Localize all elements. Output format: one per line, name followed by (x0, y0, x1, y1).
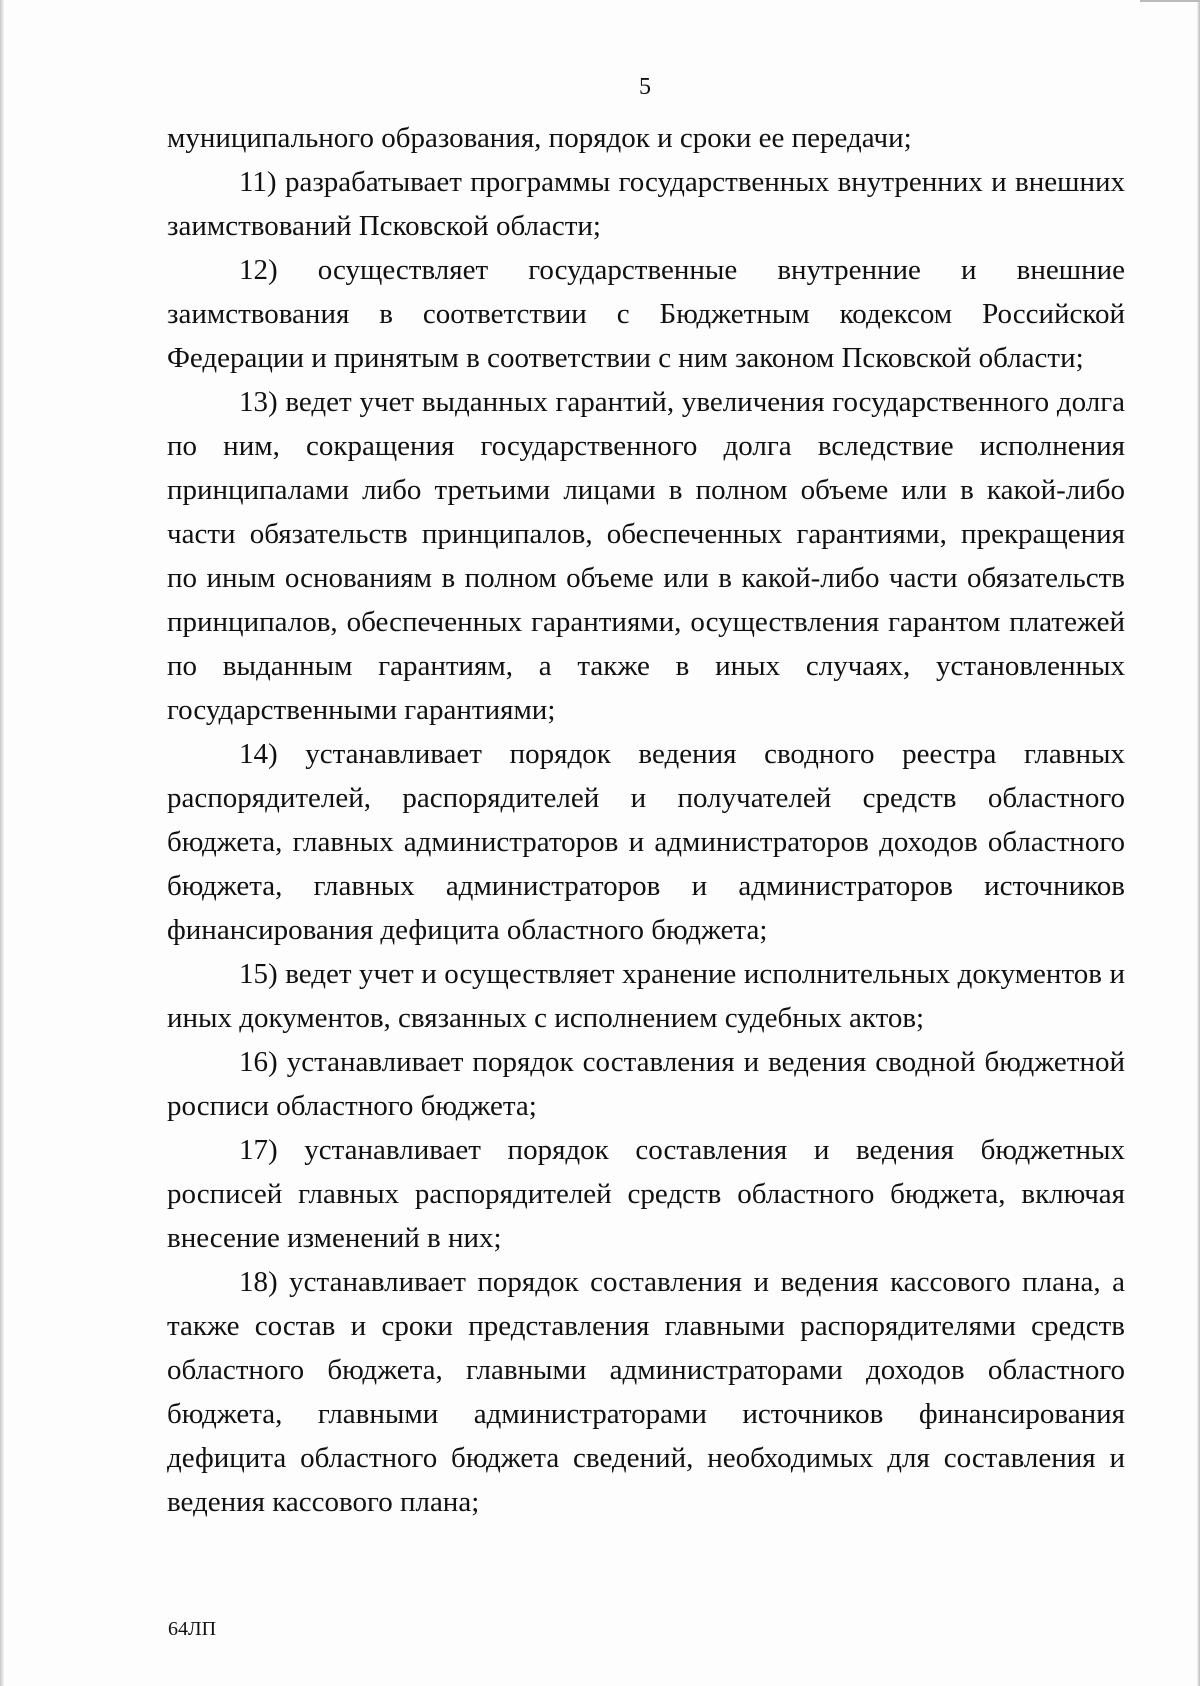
paragraph-item-15: 15) ведет учет и осуществляет хранение исполнительных документов и иных документов, связанных с исполнением судебных актов; (167, 958, 1125, 1034)
scan-edge-left (0, 0, 4, 1686)
paragraph-item-12: 12) осуществляет государственные внутренние и внешние заимствования в соответствии с Бюджетным кодексом Российской Федерации и принятым в соответствии с ним законом Псковской области; (167, 254, 1125, 374)
page-number: 5 (639, 74, 651, 100)
document-code: 64ЛП (168, 1618, 217, 1640)
paragraph-item-17: 17) устанавливает порядок составления и ведения бюджетных росписей главных распорядителей средств областного бюджета, включая внесение изменений в них; (167, 1134, 1125, 1254)
paragraph-item-18: 18) устанавливает порядок составления и ведения кассового плана, а также состав и сроки представления главными распорядителями средств областного бюджета, главными администраторами доходов областного бюджета, главными администраторами источников финансирования дефицита областного бюджета сведений, необходимых для составления и ведения кассового плана; (167, 1266, 1125, 1518)
paragraph-item-16: 16) устанавливает порядок составления и ведения сводной бюджетной росписи областного бюджета; (167, 1046, 1125, 1122)
paragraph-item-11: 11) разрабатывает программы государственных внутренних и внешних заимствований Псковской области; (167, 166, 1125, 242)
document-body (167, 116, 1125, 1524)
paragraph-continuation: муниципального образования, порядок и сроки ее передачи; (167, 122, 912, 154)
paragraph-item-13: 13) ведет учет выданных гарантий, увеличения государственного долга по ним, сокращения государственного долга вследствие исполнения принципалами либо третьими лицами в полном объеме или в какой-либо части обязательств принципалов, обеспеченных гарантиями, прекращения по иным основаниям в полном объеме или в какой-либо части обязательств принципалов, обеспеченных гарантиями, осуществления гарантом платежей по выданным гарантиям, а также в иных случаях, установленных государственными гарантиями; (167, 386, 1125, 726)
paragraph-item-14: 14) устанавливает порядок ведения сводного реестра главных распорядителей, распорядителей и получателей средств областного бюджета, главных администраторов и администраторов доходов областного бюджета, главных администраторов и администраторов источников финансирования дефицита областного бюджета; (167, 738, 1125, 946)
scan-edge-corner (1140, 0, 1200, 2)
